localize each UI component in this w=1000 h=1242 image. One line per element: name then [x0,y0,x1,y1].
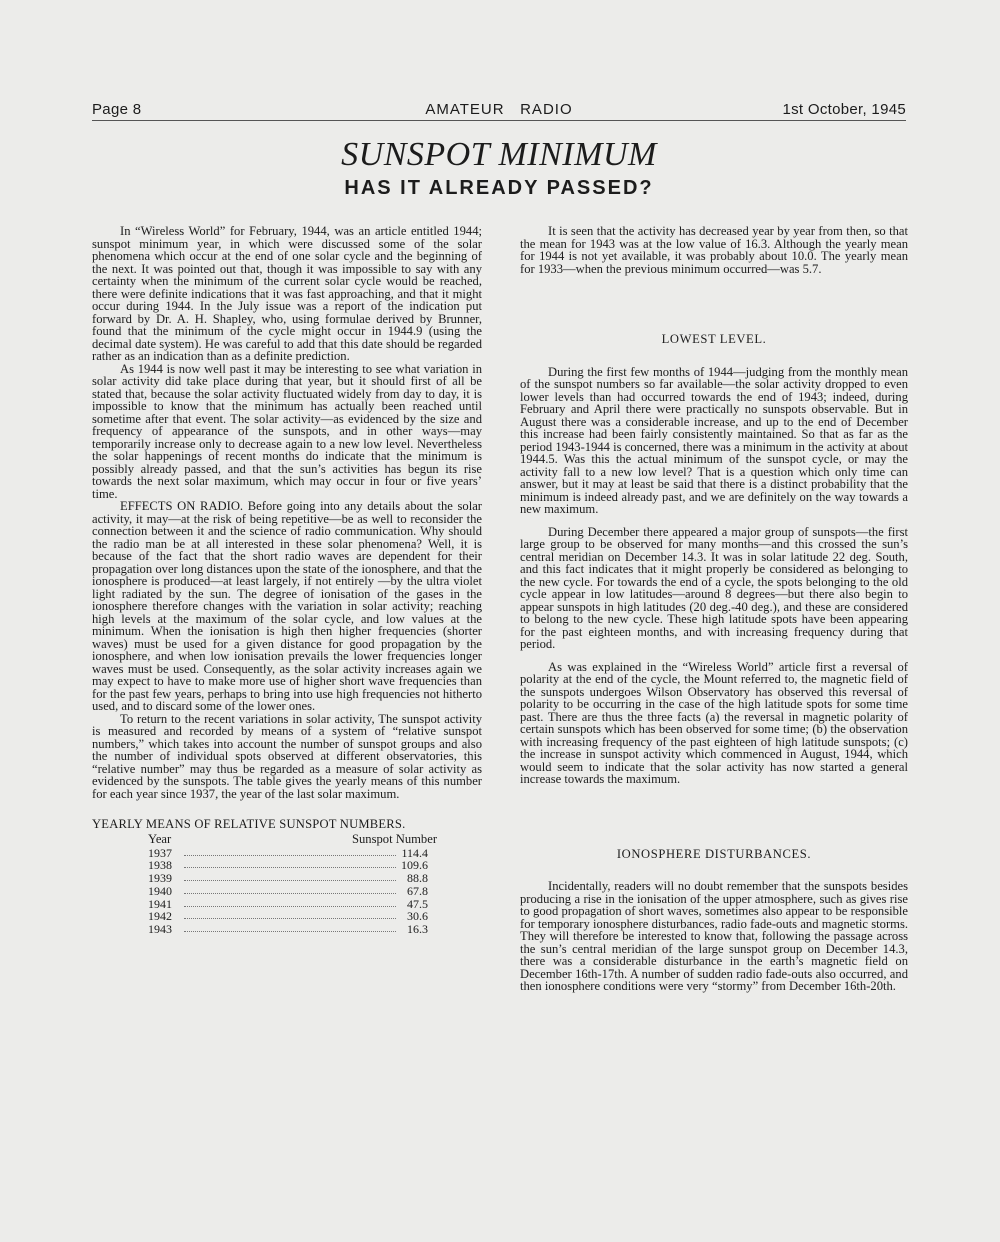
publication-name: AMATEUR RADIO [425,101,573,118]
table-row [92,923,482,936]
table-header [92,833,482,847]
paragraph: In “Wireless World” for February, 1944, was an article entitled 1944; sunspot minimum year, in which were discussed some of the solar phenomena which occur at the end of one solar cycle and the beginning of the next. It was pointed out that, though it was impossible to say with any certainty when the minimum of the current solar cycle would be reached, there were definite indications that it was fast approaching, and that it might occur during 1944. In the July issue was a report of the indication put forward by Dr. A. H. Shapley, who, using formulae derived by Brunner, found that the minimum of the cycle might occur in 1944.9 (using the decimal date system). He was careful to add that this date should be regarded rather as an indication than as a definite prediction. [92,224,482,363]
row-value: 67.8 [407,883,428,898]
row-value: 88.8 [407,871,428,886]
section-heading-ionosphere: IONOSPHERE DISTURBANCES. [616,846,812,861]
leader-dots [184,880,396,881]
column-header-year: Year [148,831,172,846]
paragraph: To return to the recent variations in solar activity, The sunspot activity is measured and recorded by means of a system of “relative sunspot numbers,” which takes into account the number of sunspot groups and also the number of individual spots observed at different observatories, this “relative number” may thus be regarded as a measure of solar activity as evidenced by the sunspots. The table gives the yearly means of this number for each year since 1937, the year of the last solar maximum. [92,711,482,801]
column-header-number: Sunspot Number [352,831,438,846]
paragraph: As 1944 is now well past it may be interesting to see what variation in solar activity did take place during that year, but it should first of all be stated that, because the solar activity fluctuated widely from day to day, it is impossible to know that the minimum has actually been reached until sometime after that event. The solar activity—as evidenced by the size and frequency of appearance of the sunspots, and in other ways—may temporarily increase only to decrease again to a new low level. Nevertheless the solar happenings of recent months do indicate that the minimum is possibly already passed, and that the sun’s activities has begun its rise towards the next solar maximum, which may occur in four or five years’ time. [92,361,482,501]
row-value: 114.4 [401,845,428,860]
table-title: YEARLY MEANS OF RELATIVE SUNSPOT NUMBERS. [92,817,406,831]
article-subtitle: HAS IT ALREADY PASSED? [344,177,654,199]
right-column [520,225,908,993]
leader-dots [184,931,396,932]
paragraph: During December there appeared a major group of sunspots—the first large group to be observed for many months—and this crossed the sun’s central meridian on December 14.3. It was in solar latitude 22 deg. South, and this fact indicates that it might properly be considered as belonging to the new cycle. For towards the end of a cycle, the spots belonging to the old cycle appear in low latitudes—around 8 degrees—but there also begin to appear sunspots in high latitudes (20 deg.-40 deg.), and these are considered to belong to the new cycle. These high latitude spots have been appearing for the past eighteen months, and with increasing frequency during that period. [520,524,908,651]
row-year: 1941 [148,896,172,911]
row-value: 16.3 [407,922,428,937]
paragraph: EFFECTS ON RADIO. Before going into any details about the solar activity, it may—at the risk of being repetitive—be as well to reconsider the connection between it and the science of radio communication. Why should the radio man be at all interested in these solar phenomena? Well, it is because of the fact that the short radio waves are dependent for their propagation over long distances upon the state of the ionosphere, and that the ionosphere is produced—at least largely, if not entirely —by the ultra violet light radiated by the sun. The degree of ionisation of the gases in the ionosphere therefore changes with the variation in solar activity; reaching high levels at the maximum of the solar cycle, and low values at the minimum. When the ionisation is high then higher frequencies (shorter waves) must be used for a given distance for good propagation by the ionosphere, and when low ionisation prevails the lower frequencies longer waves must be used. Consequently, as the solar activity increases again we may expect to have to make more use of higher short wave frequencies than for the past few years, perhaps to bring into use high frequencies not hitherto used, and to discard some of the lower ones. [92,499,482,713]
paragraph: As was explained in the “Wireless World” article first a reversal of polarity at the end of the cycle, the Mount referred to, the magnetic field of the sunspots undergoes Wilson Observatory has observed this reversal of polarity to be occurring in the case of the high latitude spots for some time past. There are thus the three facts (a) the reversal in magnetic polarity of certain sunspots which has been observed for some time; (b) the observation with increasing frequency of the past eighteen of high latitude sunspots; (c) the increase in sunspot activity which commenced in August, 1944, which would seem to indicate that the solar activity has now started a general increase towards the maximum. [520,659,908,786]
row-value: 30.6 [407,909,428,924]
article-title: SUNSPOT MINIMUM [341,136,657,173]
table-row [92,885,482,898]
paragraph: It is seen that the activity has decreased year by year from then, so that the mean for 1943 was at the low value of 16.3. Although the yearly mean for 1944 is not yet available, it was probably about 10.0. The yearly mean for 1933—when the previous minimum occurred—was 5.7. [520,224,908,276]
leader-dots [184,893,396,894]
table-row [92,872,482,885]
row-value: 47.5 [407,896,428,911]
row-year: 1937 [148,845,172,860]
row-value: 109.6 [401,858,428,873]
row-year: 1943 [148,922,172,937]
paragraph: During the first few months of 1944—judging from the monthly mean of the sunspot numbers so far available—the solar activity dropped to even lower levels than had occurred towards the end of 1943; indeed, during February and April there were practically no sunspots observable. But in August there was a considerable increase, and up to the end of December this increase had been fairly consistently maintained. So that as far as the period 1943-1944 is concerned, there was a minimum in the activity at about 1944.5. Was this the actual minimum of the sunspot cycle, or may the activity fall to a new low level? That is a question which only time can answer, but it may at least be said that there is a distinct probability that the minimum is indeed already past, and we are definitely on the way towards a new maximum. [520,364,908,516]
page-number: Page 8 [92,101,142,118]
left-column [92,225,482,936]
row-year: 1942 [148,909,172,924]
section-heading-lowest-level: LOWEST LEVEL. [661,332,767,346]
leader-dots [184,906,396,907]
leader-dots [184,918,396,919]
row-year: 1939 [148,871,172,886]
header-rule [92,120,906,121]
row-year: 1940 [148,883,172,898]
leader-dots [184,867,396,868]
leader-dots [184,855,396,856]
paragraph: Incidentally, readers will no doubt remember that the sunspots besides producing a rise in the ionisation of the upper atmosphere, such as gives rise to good propagation of short waves, sometimes also appear to be responsible for temporary ionosphere disturbances, radio fade-outs and magnetic storms. They will therefore be interested to know that, following the passage across the sun’s central meridian of the large sunspot group on December 14.3, there was a considerable disturbance in the earth’s magnetic field on December 16th-17th. A number of sudden radio fade-outs also occurred, and then ionosphere conditions were very “stormy” from December 16th-20th. [520,879,908,993]
sunspot-table [92,847,482,937]
issue-date: 1st October, 1945 [782,101,906,118]
row-year: 1938 [148,858,172,873]
